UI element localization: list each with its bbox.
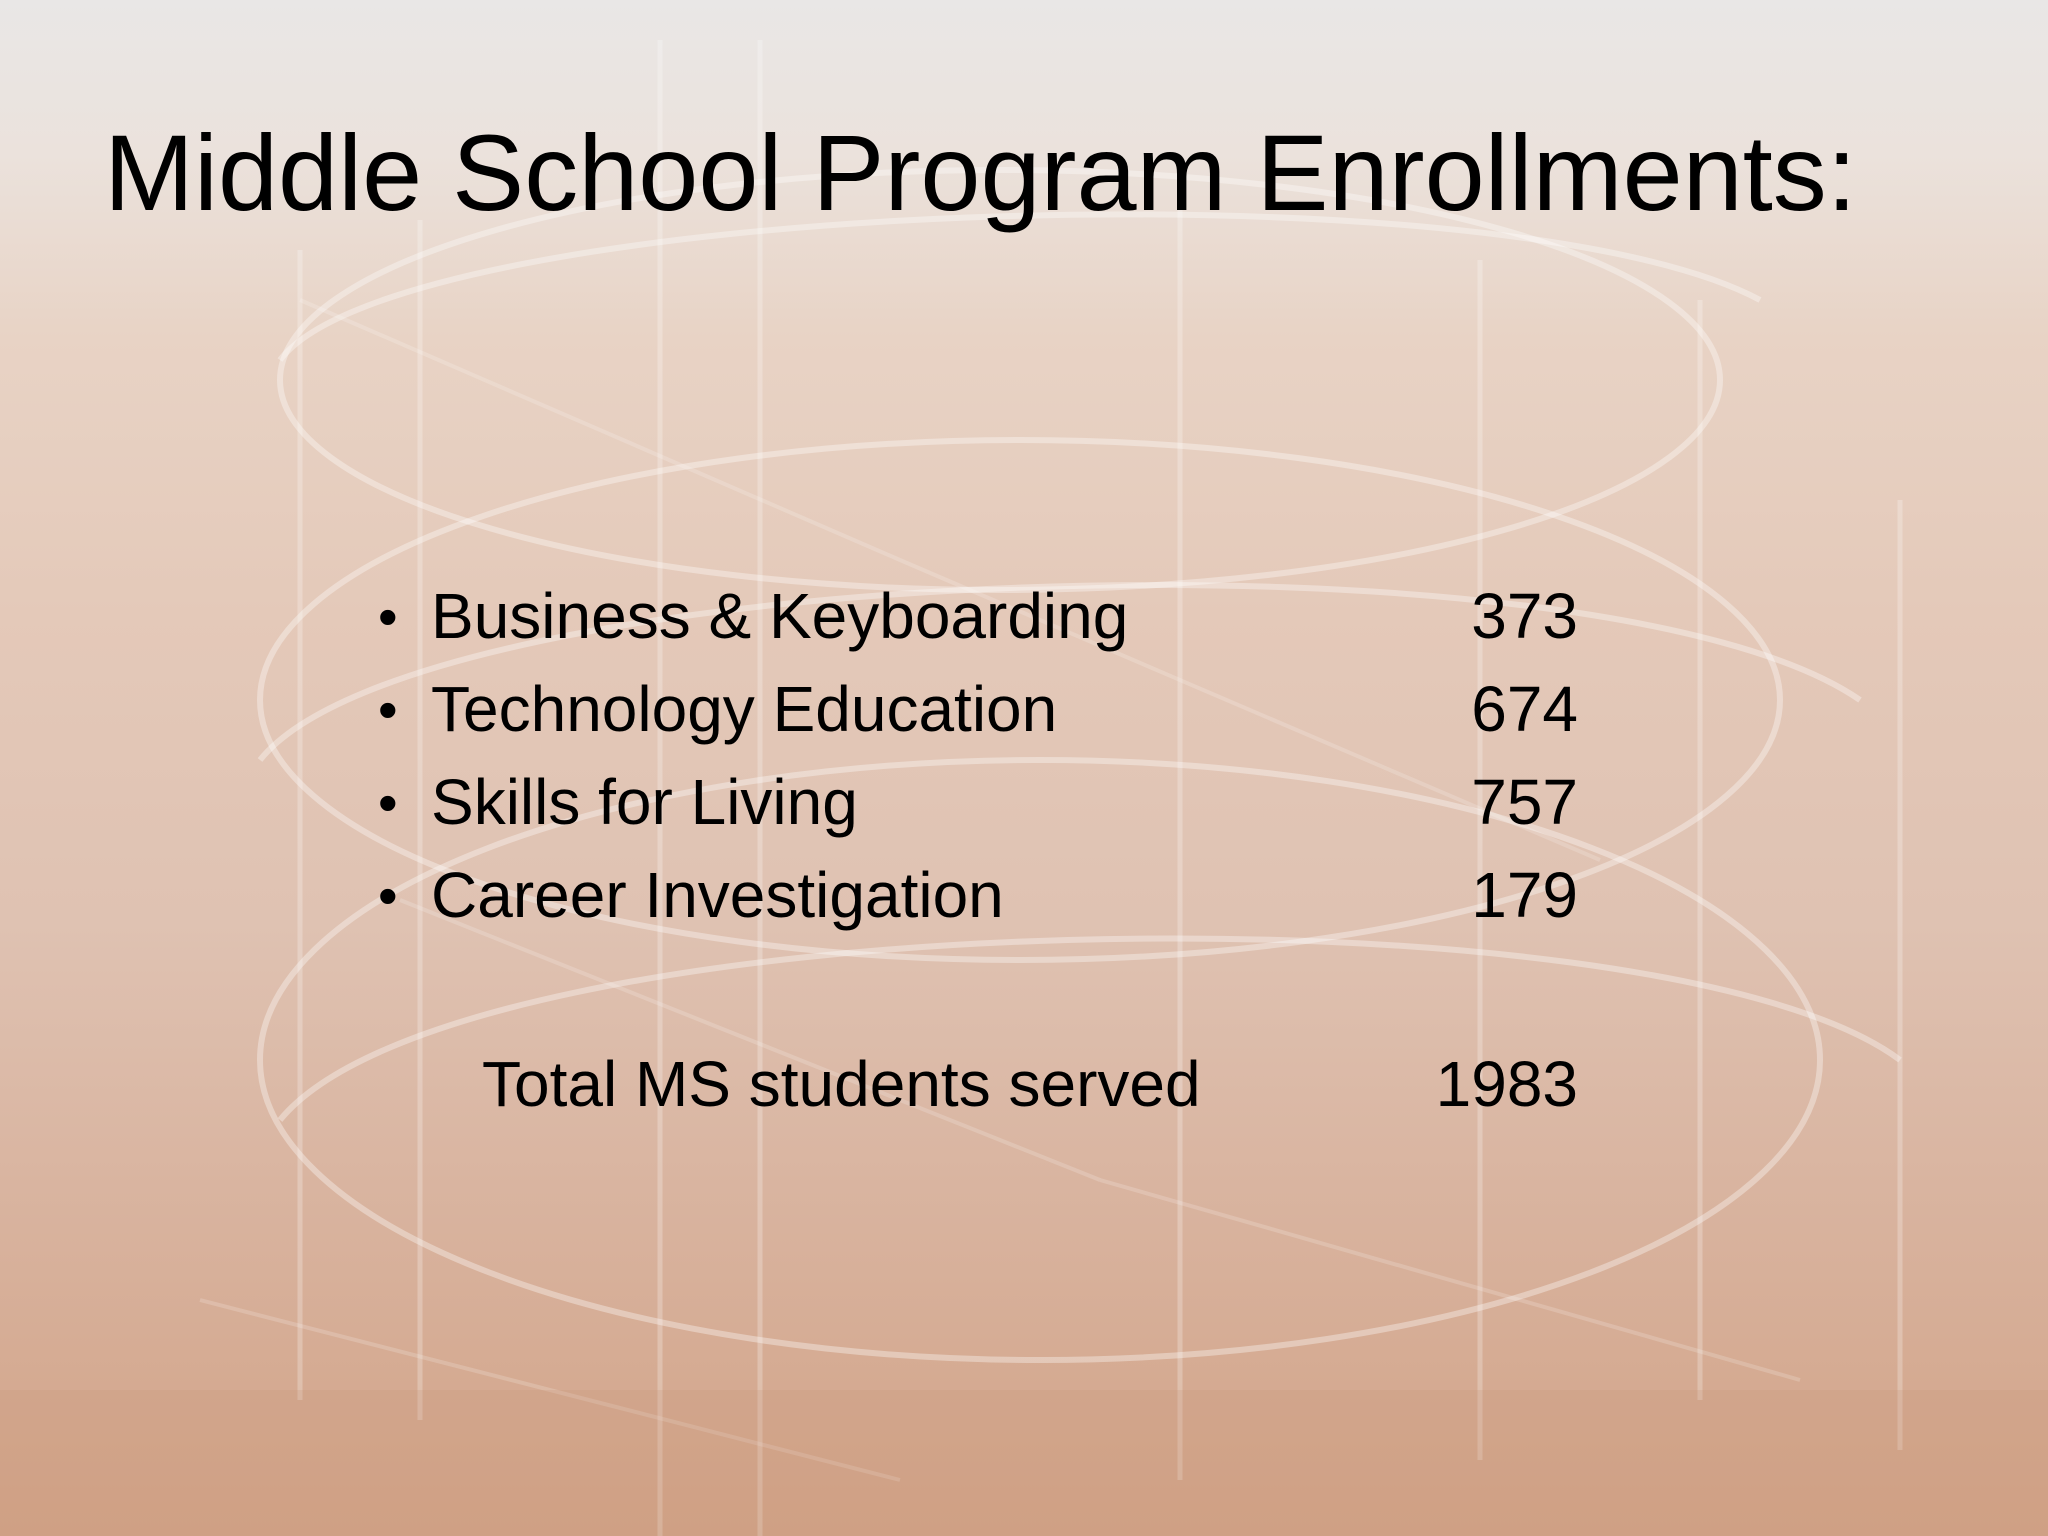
bullet-icon: • xyxy=(378,864,398,927)
enrollment-count: 674 xyxy=(1471,673,1578,745)
total-value: 1983 xyxy=(1435,1048,1578,1120)
list-item xyxy=(378,849,1578,942)
enrollment-count: 757 xyxy=(1471,766,1578,838)
list-item xyxy=(378,756,1578,849)
list-item xyxy=(378,663,1578,756)
slide-title: Middle School Program Enrollments: xyxy=(104,112,1857,233)
bullet-icon: • xyxy=(378,585,398,648)
total-row xyxy=(378,1038,1578,1131)
enrollment-count: 179 xyxy=(1471,859,1578,931)
program-label: Skills for Living xyxy=(431,766,858,838)
list-item xyxy=(378,570,1578,663)
enrollment-list xyxy=(378,570,1578,942)
program-label: Technology Education xyxy=(431,673,1058,745)
program-label: Business & Keyboarding xyxy=(431,580,1129,652)
bullet-icon: • xyxy=(378,678,398,741)
program-label: Career Investigation xyxy=(431,859,1004,931)
enrollment-count: 373 xyxy=(1471,580,1578,652)
bullet-icon: • xyxy=(378,771,398,834)
total-label: Total MS students served xyxy=(482,1048,1201,1120)
